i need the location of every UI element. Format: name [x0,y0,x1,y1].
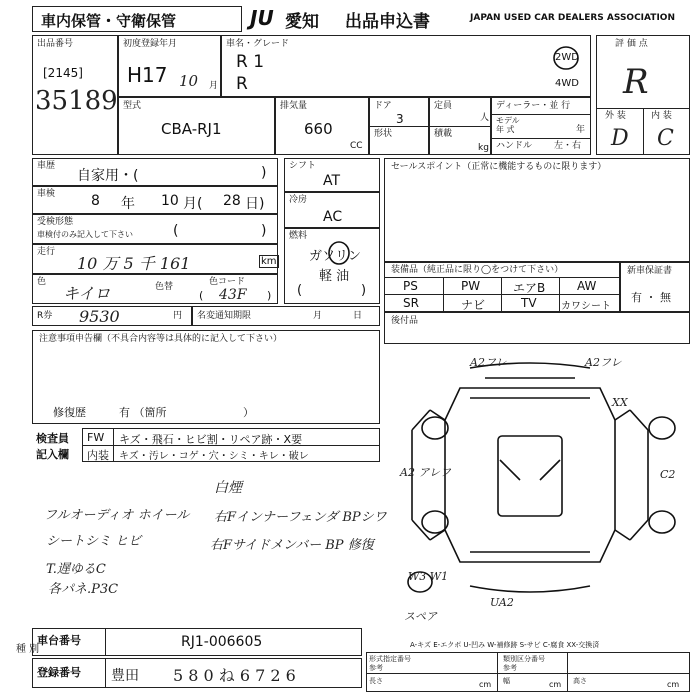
two-wd-circle [552,45,580,71]
equip-ps: PS [403,279,418,293]
chassis-label: 車台番号 [37,634,81,647]
model-label: 型式 [123,101,142,111]
load-unit: kg [478,143,489,153]
note-panels: 各パネ.P3C [48,582,119,597]
shift-value: AT [323,173,341,189]
displacement-unit: CC [350,141,363,151]
color-code-open: ( [199,289,204,302]
width-unit: cm [549,680,562,689]
mark-spare: スペア [404,610,437,623]
note-smoke: 白煙 [214,480,242,496]
fuel-paren-open: ( [297,283,303,298]
inspector-row1-head: FW [87,431,105,444]
first-reg-month: 10 [179,72,199,90]
history-value: 自家用・( [77,168,139,184]
dealer-box [491,97,591,155]
diagram-legend: A-キズ E-エクボ U-凹み W-補修跡 S-サビ C-腐食 XX-交換済 [410,641,600,649]
history-close: ) [261,165,267,181]
interior-score: C [657,126,674,151]
inspector-row2-head: 内装 [87,449,109,462]
recycle-unit: 円 [173,311,183,321]
model-year-unit: 年 [576,125,586,135]
first-reg-month-unit: 月 [209,81,219,91]
cooler-box [284,192,380,228]
grade-label: 評 価 点 [615,39,648,49]
cooler-value: AC [323,209,343,225]
color-change-label: 色替 [155,282,174,292]
class-sub: 参考 [503,664,517,672]
note-inner-fender: 右Fインナーフェンダ BPシワ [214,510,387,525]
ju-logo: JU [250,6,274,30]
equipment-label: 装備品（純正品に限り◯をつけて下さい） [391,265,564,275]
aftermarket-box [384,312,690,344]
displacement-box [275,97,369,155]
recycle-value: 9530 [79,307,120,326]
color-box [32,274,278,304]
storage-title: 車内保管・守衛保管 [41,12,177,30]
first-reg-era: H17 [127,63,168,87]
model-year-label2: 年 式 [496,125,515,134]
inspection-month: 10 [161,193,179,209]
registration-box [32,658,362,688]
aftermarket-label: 後付品 [391,316,419,326]
recycle-box [32,306,192,326]
cooler-label: 冷房 [289,195,308,205]
car-name-label: 車名・グレード [226,39,290,49]
capacity-unit: 人 [480,113,490,123]
shift-label: シフト [289,161,317,171]
car-name-box [221,35,591,97]
equip-pw: PW [461,279,481,293]
first-reg-label: 初度登録年月 [123,39,178,49]
mileage-box [32,244,278,274]
new-car-cert-box [620,262,690,312]
color-value: キイロ [63,284,111,303]
load-label: 積載 [434,129,453,139]
class-label: 類別区分番号 [503,655,545,663]
equip-aw: AW [577,279,597,293]
handle-options: 左・右 [554,141,582,151]
repair-label: 修復歴 [53,406,86,419]
equip-sr: SR [403,296,419,310]
inspection-month-unit: 月( [183,196,203,212]
overall-score: R [623,62,649,102]
sales-point-label: セールスポイント（正常に機能するものに限ります） [391,162,607,172]
accept-open: ( [173,223,179,239]
color-code-close: ) [267,289,272,302]
tax-label: 名変通知期限 [197,311,252,321]
fuel-paren-close: ) [361,283,367,298]
mark-bottom-left: W3 W1 [408,570,449,583]
fuel-gasoline: ガソリン [309,249,362,264]
mileage-label: 走行 [37,247,56,257]
mark-front-left: A2フレ [470,356,507,369]
registration-region: 豊田 [111,668,139,684]
inspection-year: 8 [91,193,100,209]
car-name: R 1 [236,52,265,72]
equipment-box [384,262,620,312]
inspector-label1: 検査員 [36,432,69,445]
lot-number: 35189 [35,86,118,116]
gasoline-circle [327,241,351,265]
displacement-label: 排気量 [280,101,308,111]
note-audio-wheel: フルオーディオ ホイール [44,508,190,523]
capacity-label: 定員 [434,101,453,111]
mark-bottom: UA2 [490,596,514,609]
sales-point-box [384,158,690,262]
notes-box [32,330,380,424]
form-title: 出品申込書 [345,12,430,32]
fuel-diesel: 軽 油 [319,269,350,284]
two-wd-label: 2WD [555,52,579,63]
mark-left: A2 アレフ [400,466,451,479]
accept-close: ) [261,223,267,239]
model-year-label1: モデル [496,116,520,125]
mileage-value: 10 万 5 千 161 [77,254,191,273]
height-label: 高さ [573,677,587,685]
type-label: 形式指定番号 [369,655,411,663]
shape-label: 形状 [374,129,393,139]
width-label: 幅 [503,677,510,685]
lot-box [32,35,118,155]
accept-label: 受検形態 [37,217,74,227]
bottom-left-sticker: 種 別 [16,644,40,655]
accept-box [32,214,278,244]
type-sub: 参考 [369,664,383,672]
color-code-label: 色コード [209,277,246,287]
note-side-member: 右Fサイドメンバー BP 修復 [210,538,374,553]
fuel-label: 燃料 [289,231,308,241]
color-label: 色 [37,277,47,287]
four-wd-label: 4WD [555,78,579,89]
doors-box [369,97,429,155]
inspector-label2: 記入欄 [36,448,69,461]
tax-day-unit: 日 [353,311,363,321]
lot-small-number: [2145] [43,66,83,80]
doors-label: ドア [374,101,392,111]
inspection-day: 28 [223,193,241,209]
notes-label: 注意事項申告欄（不具合内容等は具体的に記入して下さい） [39,334,283,344]
mark-right: C2 [660,468,676,481]
car-grade: R [236,74,248,94]
association-name: JAPAN USED CAR DEALERS ASSOCIATION [470,13,675,23]
recycle-label: R券 [37,311,53,321]
fuel-box [284,228,380,304]
repair-value: 有 （箇所 [119,406,167,419]
inspector-row1: キズ・飛石・ヒビ割・リペア跡・X要 [119,433,303,446]
color-code: 43F [219,287,247,303]
equip-airbag: エアB [513,281,546,295]
equip-tv: TV [521,296,537,310]
car-damage-diagram [400,350,700,640]
lot-label: 出品番号 [37,39,74,49]
inspection-box [32,186,278,214]
mark-right-upper: XX [612,396,628,409]
note-t-loose: T.遅ゆるC [46,562,106,577]
equip-leather-seat: カワシート [561,301,611,312]
tax-month-unit: 月 [313,311,323,321]
inspection-label: 車検 [37,189,56,199]
doors-value: 3 [396,112,404,126]
model-box [118,97,275,155]
grade-box [596,35,690,155]
chassis-box [32,628,362,656]
exterior-score: D [611,126,629,151]
capacity-box [429,97,491,155]
length-unit: cm [479,680,492,689]
interior-label: 内 装 [651,111,672,121]
length-label: 長さ [369,677,383,685]
new-car-cert-value: 有 ・ 無 [631,291,671,304]
first-reg-box [118,35,221,97]
dealer-label: ディーラー・並 行 [496,101,571,111]
chassis-value: RJ1-006605 [181,634,263,650]
spec-box [366,652,690,692]
history-label: 車歴 [37,161,56,171]
inspection-day-unit: 日) [245,196,265,212]
inspector-box [82,428,380,462]
inspection-year-unit: 年 [121,196,135,212]
height-unit: cm [667,680,680,689]
org-name: 愛知 [285,12,319,32]
storage-title-box [32,6,242,32]
new-car-cert-label: 新車保証書 [627,266,673,276]
exterior-label: 外 装 [605,111,626,121]
repair-close: ） [243,406,254,419]
equip-navi: ナビ [461,298,486,312]
note-seat: シートシミ ヒビ [46,534,142,549]
mileage-unit: km [261,256,277,267]
registration-label: 登録番号 [37,666,81,679]
inspector-row2: キズ・汚レ・コゲ・穴・シミ・キレ・破レ [119,451,309,462]
history-box [32,158,278,186]
model-value: CBA-RJ1 [161,120,222,138]
registration-number: 5 8 0 ね 6 7 2 6 [173,666,296,685]
mark-front-right: A2フレ [585,356,622,369]
tax-box [192,306,380,326]
displacement-value: 660 [304,120,333,138]
handle-label: ハンドル [496,141,533,151]
shift-box [284,158,380,192]
accept-note: 車検付のみ記入して下さい [37,230,133,239]
